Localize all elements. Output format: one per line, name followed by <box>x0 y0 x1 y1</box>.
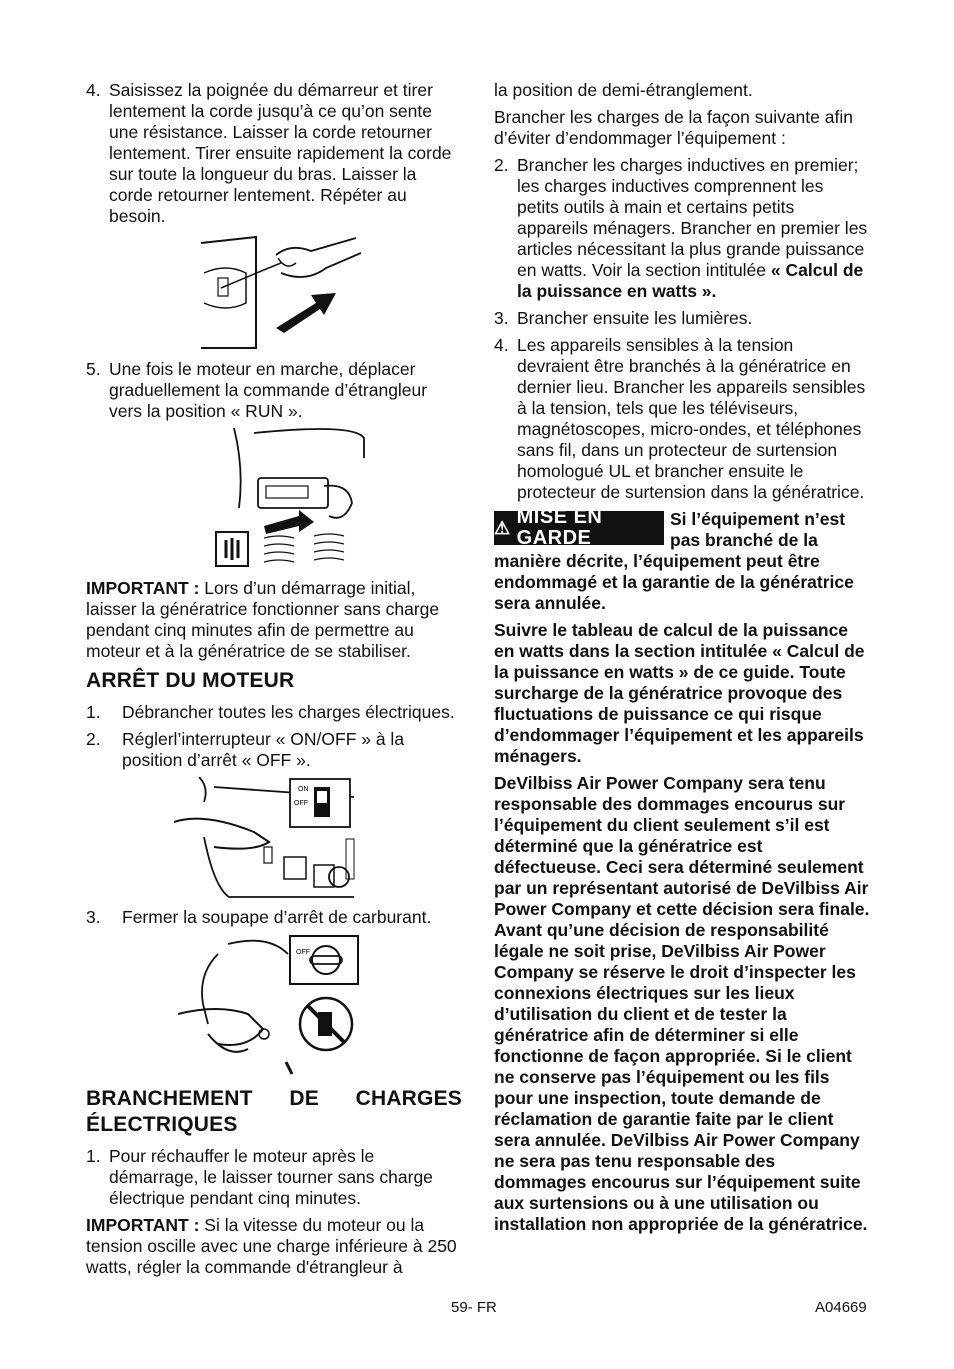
list-number: 1. <box>86 1146 101 1166</box>
list-number: 3. <box>494 308 509 328</box>
list-item <box>86 1146 462 1209</box>
list-text: Brancher ensuite les lumières. <box>517 308 753 328</box>
warning-paragraph-1 <box>494 506 870 614</box>
warning-block <box>494 506 870 1235</box>
switch-on-label: ON <box>298 786 309 793</box>
document-code: A04669 <box>815 1299 867 1316</box>
list-number: 2. <box>494 155 509 175</box>
section-heading-stop-engine: ARRÊT DU MOTEUR <box>86 669 295 692</box>
list-item <box>494 155 870 302</box>
important-text: Lors d’un démarrage initial, laisser la génératrice fonctionner sans charge pendant cinq minutes afin de permettre au moteur et à la génératrice de se stabiliser. <box>86 578 440 661</box>
list-text: Pour réchauffer le moteur après le démarrage, le laisser tourner sans charge électrique pendant cinq minutes. <box>109 1146 433 1208</box>
pull-starter-illustration <box>196 233 366 351</box>
list-item <box>86 907 462 928</box>
on-off-switch-illustration <box>174 777 359 899</box>
list-item <box>86 702 462 723</box>
list-item <box>86 80 462 227</box>
warning-paragraph-3: DeVilbiss Air Power Company sera tenu responsable des dommages encourus sur l’équipement du client seulement s’il est déterminé que la génératrice est défectueuse. Ceci sera déterminé seulement par un représentant autorisé de DeVilbiss Air Power Company et cette décision sera finale. Avant qu’une décision de responsabilité légale ne soit prise, DeVilbiss Air Power Company se réserve le droit d’inspecter les connexions électriques sur les lieux d’utilisation du client et de tester la génératrice afin de déterminer si elle fonctionne de façon appropriée. Si le client ne conserve pas l’équipement ou les fils pour une inspection, toute demande de réclamation de garantie faite par le client sera annulée. DeVilbiss Air Power Company ne sera pas tenu responsable des dommages encourus sur l’équipement suite aux surtensions ou à une utilisation ou installation non appropriée de la génératrice. <box>494 773 870 1234</box>
list-number: 3. <box>86 907 101 927</box>
warning-triangle-icon: ⚠ <box>494 517 511 538</box>
page-number: 59- FR <box>451 1299 497 1316</box>
figure-choke-lever <box>214 428 462 570</box>
warning-badge <box>494 506 664 549</box>
list-number: 5. <box>86 359 101 379</box>
continuation-text: la position de demi-étranglement. <box>494 80 753 100</box>
figure-pull-starter <box>196 233 462 351</box>
list-text-bold: « Calcul de la puissance en watts ». <box>517 260 864 301</box>
list-text: Fermer la soupape d’arrêt de carburant. <box>122 907 432 927</box>
important-label: IMPORTANT : <box>86 578 200 598</box>
important-label: IMPORTANT : <box>86 1215 200 1235</box>
list-text-regular: Brancher les charges inductives en premier; les charges inductives comprennent les petits outils à main et certains petits appareils ménagers. Brancher en premier les articles nécessitant la plus grande puissance en watts. Voir la section intitulée <box>517 155 868 280</box>
left-column <box>86 80 462 1284</box>
list-text <box>517 155 870 302</box>
list-item <box>86 729 462 771</box>
right-column <box>494 80 870 1241</box>
switch-off-label: OFF <box>294 800 308 807</box>
list-item <box>494 308 870 329</box>
list-text: Saisissez la poignée du démarreur et tirer lentement la corde jusqu’à ce qu’on sente une résistance. Laisser la corde retourner lentement. Tirer ensuite rapidement la corde sur toute la longueur du bras. Laisser la corde retourner lentement. Répéter au besoin. <box>109 80 452 226</box>
list-text: Les appareils sensibles à la tension devraient être branchés à la génératrice en dernier lieu. Brancher les appareils sensibles à la tension, tels que les téléviseurs, magnétoscopes, micro-ondes, et téléphones sans fil, dans un protecteur de surtension homologué UL et brancher ensuite le protecteur de surtension dans la génératrice. <box>517 335 866 502</box>
warning-badge-label: MISE EN GARDE <box>516 506 603 549</box>
list-item <box>494 335 870 503</box>
valve-off-label: OFF <box>296 949 310 956</box>
intro-text: Brancher les charges de la façon suivante afin d’éviter d’endommager l’équipement : <box>494 107 853 148</box>
choke-lever-illustration <box>214 428 374 570</box>
list-number: 1. <box>86 702 101 722</box>
fuel-valve-illustration <box>178 934 363 1076</box>
warning-paragraph-2: Suivre le tableau de calcul de la puissance en watts dans la section intitulée « Calcul de la puissance en watts » de ce guide. Toute surcharge de la génératrice provoque des fluctuations de puissance ce qui risque d’endommager l’équipement et les appareils ménagers. <box>494 620 865 766</box>
figure-on-off-switch <box>174 777 462 899</box>
section-heading-connect-loads: BRANCHEMENT DE CHARGES ÉLECTRIQUES <box>86 1087 462 1136</box>
important-note-2 <box>86 1215 462 1278</box>
list-number: 2. <box>86 729 101 749</box>
list-text: Une fois le moteur en marche, déplacer graduellement la commande d’étrangleur vers la position « RUN ». <box>109 359 428 421</box>
list-text: Débrancher toutes les charges électriques. <box>122 702 455 722</box>
important-note-1 <box>86 578 462 662</box>
list-number: 4. <box>86 80 101 100</box>
important-text: Si la vitesse du moteur ou la tension oscille avec une charge inférieure à 250 watts, régler la commande d'étrangleur à <box>86 1215 457 1277</box>
list-text: Réglerl’interrupteur « ON/OFF » à la position d’arrêt « OFF ». <box>122 729 405 770</box>
list-number: 4. <box>494 335 509 355</box>
list-item <box>86 359 462 422</box>
figure-fuel-valve <box>178 934 462 1076</box>
warning-text: Si l’équipement n’est pas branché de la manière décrite, l’équipement peut être endommagé et la garantie de la génératrice sera annulée. <box>494 509 854 613</box>
